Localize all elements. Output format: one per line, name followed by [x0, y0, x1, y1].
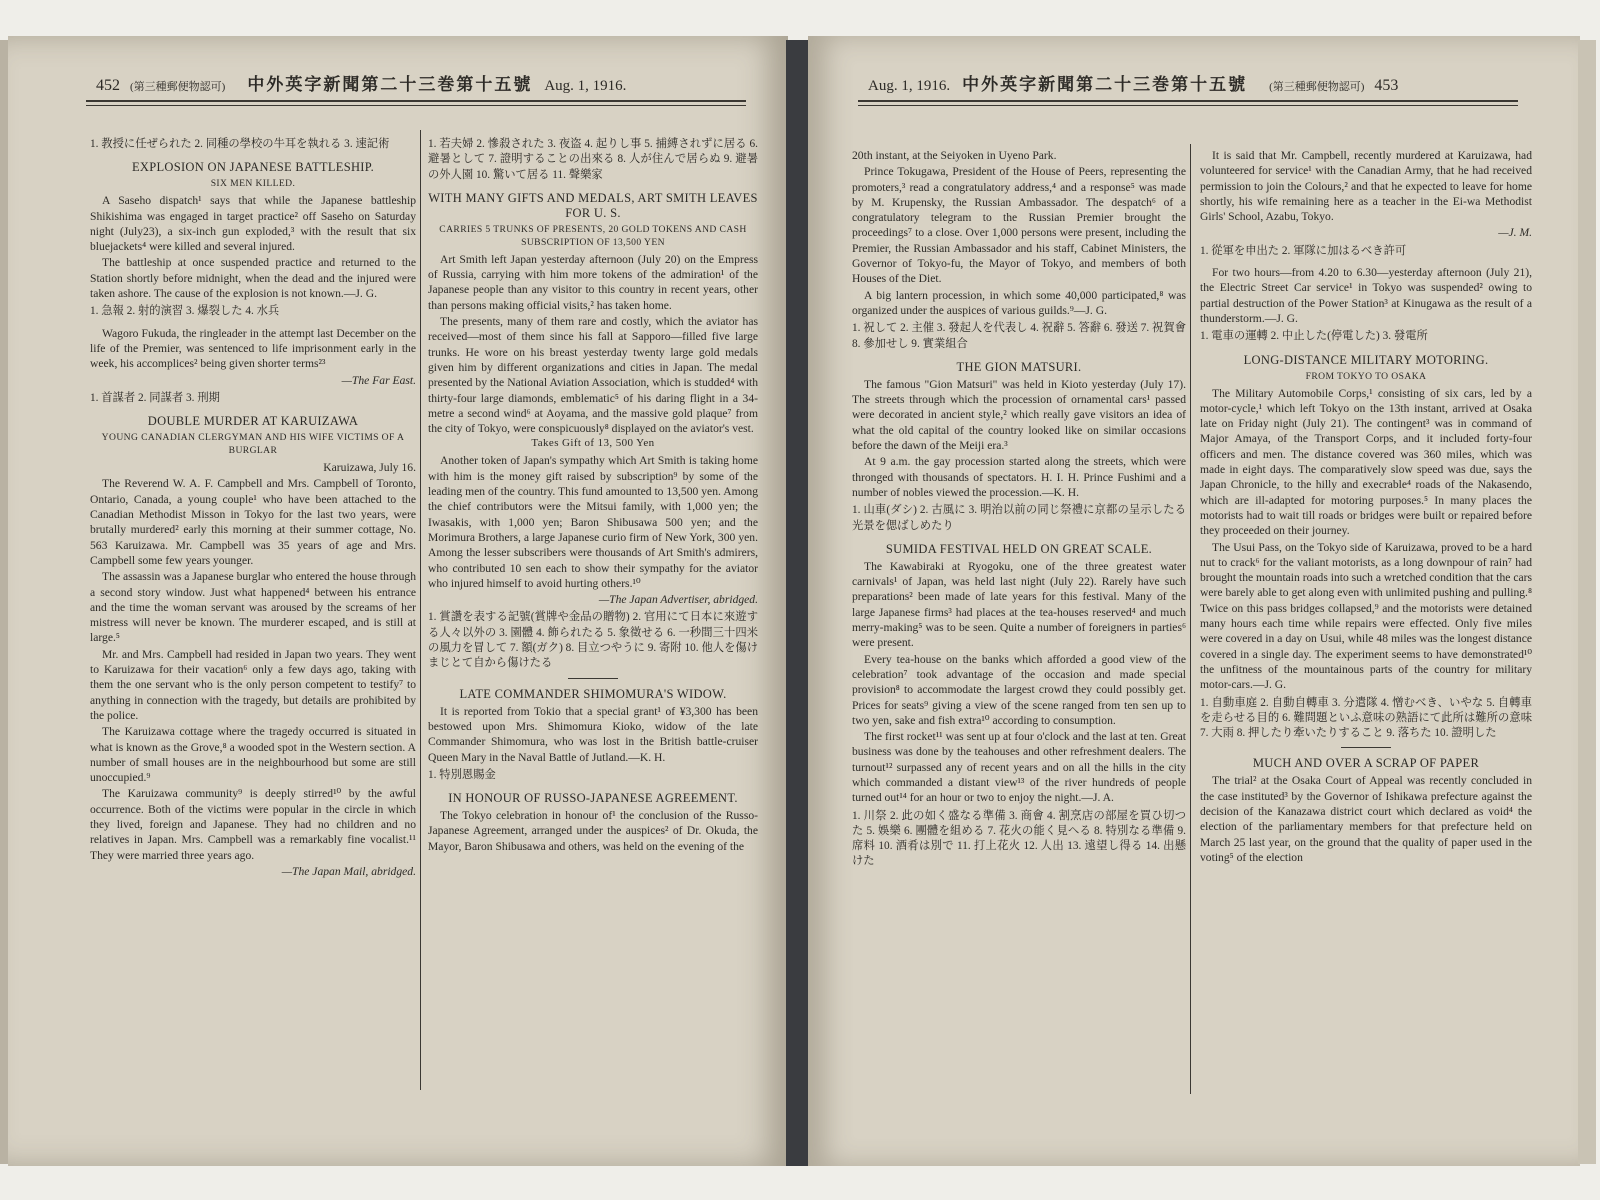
postal-permit: (第三種郵便物認可): [130, 81, 226, 93]
left-column-1: [90, 134, 416, 1094]
article-paragraph: Wagoro Fukuda, the ringleader in the attempt last December on the life of the Premier, was sentenced to life imprisonment early in the week, his accomplices² being given shorter terms²³: [90, 326, 416, 371]
article-paragraph: Mr. and Mrs. Campbell had resided in Japan two years. They went to Karuizawa for their vacation⁶ only a few days ago, taking with them the one servant who is the only person competent to testify⁷ to anything in connection with the tragedy, but details are prohibited by the police.: [90, 647, 416, 722]
article-title: LATE COMMANDER SHIMOMURA'S WIDOW.: [459, 686, 727, 701]
article-paragraph: The Kawabiraki at Ryogoku, one of the three greatest water carnivals¹ of Japan, was held last night (July 22). Rarely have such preparations² been made of late years for this festival. Many of the large Japanese firms³ had places at the tea-houses reserved⁴ and much merry-making⁵ was to be seen. Quite a number of foreigners in parties⁶ were present.: [852, 559, 1186, 650]
article-paragraph: The trial² at the Osaka Court of Appeal was recently concluded in the case instituted³ by the Governor of Ishikawa prefecture against the decision of the Kanazawa district court which declared as void⁴ the election of the parliamentary members for that prefecture held on March 25 last year, on the ground that the quality of paper used in the voting⁵ of the election: [1200, 774, 1532, 864]
article-paragraph: The assassin was a Japanese burglar who entered the house through a second story window. Just what happened⁴ between his entrance and the time the woman servant was aroused by the screams of her mistress will never be known. The murderer escaped, and is still at large.⁵: [90, 570, 416, 645]
article-paragraph: The famous "Gion Matsuri" was held in Kioto yesterday (July 17). The streets through which the procession of ornamental cars¹ passed were decorated in ancient style,² which really gave visitors an idea of what the old capital of the country looked like on similar occasions before the dawn of the Meiji era.³: [852, 377, 1186, 453]
article-title: WITH MANY GIFTS AND MEDALS, ART SMITH LEAVES FOR U. S.: [428, 190, 758, 220]
gloss-notes: 1. 電車の運轉 2. 中止した(停電した) 3. 發電所: [1200, 330, 1428, 343]
article-title: THE GION MATSURI.: [956, 359, 1082, 374]
article-paragraph: The first rocket¹¹ was sent up at four o'clock and the last at ten. Great business was done by the teahouses and other refreshment dealers. The turnout¹² surpassed any of recent years and on all the hills in the city which commanded a distant view¹³ of the river hundreds of people turned out¹⁴ for an hour or two to enjoy the night.—J. A.: [852, 730, 1186, 805]
article-source: —The Far East.: [341, 373, 416, 387]
article-title: LONG-DISTANCE MILITARY MOTORING.: [1243, 352, 1489, 367]
header-rule: [86, 100, 746, 102]
article-paragraph: Prince Tokugawa, President of the House of Peers, representing the promoters,³ read a congratulatory address,⁴ and a response⁵ was made by M. Krupensky, the Russian Ambassador. The despatch⁶ of a congratulatory telegram to the Russian Premier brought the proceedings⁷ to a close. Over 1,000 persons were present, including the Premier, the Russian Ambassador and his staff, Cabinet Ministers, the Governor of Tokyo-fu, the Mayor of Tokyo, and members of both Houses of the Diet.: [852, 165, 1186, 286]
gloss-notes: 1. 首謀者 2. 同謀者 3. 刑期: [90, 391, 220, 404]
article-title: SUMIDA FESTIVAL HELD ON GREAT SCALE.: [885, 541, 1153, 556]
article-paragraph: Another token of Japan's sympathy which Art Smith is taking home with him is the money gift raised by subscription⁹ by some of the leading men of the country. This fund amounted to 13,500 yen. Among the chief contributors were the Mitsui family, with 1,000 yen; the Iwasakis, with 1,000 yen; Baron Shibusawa 500 yen; and the Morimura Brothers, a large Japanese curio firm of New York, 300 yen. Among the lesser subscribers were thousands of Art Smith's admirers, who contributed 10 sen each to show their sympathy for the aviator who injured himself to avoid hurting others.¹⁰: [428, 454, 758, 590]
article-subtitle: YOUNG CANADIAN CLERGYMAN AND HIS WIFE VICTIMS OF A BURGLAR: [101, 432, 405, 457]
page-number: 452: [96, 77, 120, 94]
article-paragraph: 20th instant, at the Seiyoken in Uyeno Park.: [852, 149, 1057, 162]
article-paragraph: The battleship at once suspended practice and returned to the Station shortly before midnight, when the dead and the injured were taken ashore. The cause of the explosion is not known.—J. G.: [90, 256, 416, 301]
gloss-notes: 1. 教授に任ぜられた 2. 同種の學校の牛耳を執れる 3. 速記術: [90, 138, 390, 150]
article-title: EXPLOSION ON JAPANESE BATTLESHIP.: [131, 160, 375, 175]
gloss-notes: 1. 自動車庭 2. 自動自轉車 3. 分遣隊 4. 憎むべき、いやな 5. 自轉車を走らせる目的 6. 難問題といふ意味の熟語にて此所は難所の意味 7. 大雨 8. 押したり牽いたりすること 9. 落ちた 10. 證明した: [1200, 696, 1532, 740]
gloss-notes: 1. 從軍を申出た 2. 軍隊に加はるべき許可: [1200, 244, 1407, 257]
section-separator: [1341, 747, 1391, 748]
article-paragraph: It is said that Mr. Campbell, recently murdered at Karuizawa, had volunteered for service¹ with the Canadian Army, that he had received permission to join the Colours,² and that he expected to leave for home shortly, his wife remaining here as a teacher in the Ei-wa Methodist Girls' School, Azabu, Tokyo.: [1200, 149, 1532, 224]
article-title: IN HONOUR OF RUSSO-JAPANESE AGREEMENT.: [448, 791, 738, 806]
gloss-notes: 1. 急報 2. 射的演習 3. 爆裂した 4. 水兵: [90, 305, 280, 318]
issue-date: Aug. 1, 1916.: [544, 78, 627, 94]
right-page-header: [868, 70, 1508, 96]
journal-title: 中外英字新聞第二十三巻第十五號: [962, 75, 1248, 94]
article-paragraph: The Karuizawa cottage where the tragedy occurred is situated in what is known as the Grove,⁸ a wooded spot in the Western section. A number of small houses are in the neighbourhood but some are still unoccupied.⁹: [90, 725, 416, 785]
article-source: —The Japan Advertiser, abridged.: [598, 593, 758, 607]
gloss-notes: 1. 山車(ダシ) 2. 古風に 3. 明治以前の同じ祭禮に京都の呈示したる光景を偲ばしめたり: [852, 504, 1186, 532]
column-divider: [1190, 144, 1191, 1094]
right-column-1: [852, 148, 1186, 1108]
header-rule: [858, 105, 1518, 106]
left-page-header: [96, 70, 736, 96]
article-paragraph: A big lantern procession, in which some 40,000 participated,⁸ was organized under the auspices of various guilds.⁹—J. G.: [852, 288, 1186, 317]
article-title: MUCH AND OVER A SCRAP OF PAPER: [1252, 756, 1480, 771]
left-column-2: [428, 134, 758, 1094]
postal-permit: (第三種郵便物認可): [1269, 81, 1365, 93]
header-rule: [86, 105, 746, 106]
article-paragraph: Art Smith left Japan yesterday afternoon (July 20) on the Empress of Russia, carrying with him more tokens of the admiration¹ of the Japanese people than any visitor to this country in recent years, other than persons making official visits,² has taken home.: [428, 252, 758, 312]
article-paragraph: The Reverend W. A. F. Campbell and Mrs. Campbell of Toronto, Ontario, Canada, a young couple¹ who have been attached to the Canadian Methodist Misson in Tokyo for the last two years, were brutally murdered² early this morning at their summer cottage, No. 563 Karuizawa. Mr. Campbell was 35 years of age and Mrs. Campbell some few years younger.: [90, 477, 416, 567]
issue-date: Aug. 1, 1916.: [868, 78, 951, 94]
column-divider: [420, 130, 421, 1090]
gloss-notes: 1. 賞讚を表する記號(賞牌や金品の贈物) 2. 官用にて日本に來遊する人々以外の 3. 園體 4. 飾られたる 5. 象徵せる 6. 一秒間三十四米の風力を冒して 7. 額(ガク) 8. 目立つやうに 9. 寄附 10. 他人を傷けまじとて自から傷けたる: [428, 611, 758, 670]
article-subheading: Takes Gift of 13, 500 Yen: [531, 437, 655, 450]
gloss-notes: 1. 若夫婦 2. 慘殺された 3. 夜盗 4. 起りし事 5. 捕縛されずに居る 6. 避暑として 7. 證明することの出來る 8. 人が住んで居らぬ 9. 避暑の外人園 10. 驚いて居る 11. 聲樂家: [428, 138, 758, 181]
article-paragraph: The Karuizawa community⁹ is deeply stirred¹⁰ by the awful occurrence. Both of the victims were popular in the circle in which they lived, foreign and Japanese. They had no children and no relatives in Japan. Mrs. Campbell was a remarkably fine vocalist.¹¹ They were married three years ago.: [90, 787, 416, 862]
article-title: DOUBLE MURDER AT KARUIZAWA: [147, 414, 359, 429]
book-gutter: [786, 40, 810, 1166]
right-column-2: [1200, 148, 1532, 1092]
article-paragraph: At 9 a.m. the gay procession started along the streets, which were thronged with thousands of spectators. H. I. H. Prince Fushimi and a number of nobles viewed the procession.—K. H.: [852, 455, 1186, 499]
article-dateline: Karuizawa, July 16.: [323, 461, 416, 475]
article-paragraph: For two hours—from 4.20 to 6.30—yesterday afternoon (July 21), the Electric Street Car service¹ in Tokyo was suspended² owing to partial destruction of the Power Station³ at Kinugawa as the result of a thunderstorm.—J. G.: [1200, 266, 1532, 325]
article-paragraph: Every tea-house on the banks which afforded a good view of the celebration⁷ took advantage of the occasion and made special provision⁸ to accommodate the largest crowd they could possibly get. Prices for seats⁹ giving a view of the scene ranged from ten sen up to two yen, sake and fish extra¹⁰ according to consumption.: [852, 652, 1186, 727]
article-subtitle: SIX MEN KILLED.: [210, 178, 296, 190]
right-page-edge: [1578, 40, 1596, 1164]
article-paragraph: A Saseho dispatch¹ says that while the Japanese battleship Shikishima was engaged in target practice² off Saseho on Saturday night (July23), a six-inch gun exploded,³ with the result that six bluejackets⁴ were killed and several injured.: [90, 194, 416, 254]
gloss-notes: 1. 特別恩賜金: [428, 768, 496, 781]
article-paragraph: The presents, many of them rare and costly, which the aviator has received—most of them since his fall at Sapporo—filled five large trunks. He wore on his breast yesterday twenty large gold medals given him by different organizations and cities in Japan. The medal presented by the National Aviation Association, which is studded⁴ with thirty-four large diamonds, emblematic⁵ of his daring flight in a 34-metre a second wind⁶ at Aoyama, and the massive gold plaque⁷ from the city of Tokyo, were conspicuously⁸ displayed on the aviator's vest.: [428, 315, 758, 436]
section-separator: [568, 678, 618, 679]
journal-title: 中外英字新聞第二十三巻第十五號: [247, 75, 533, 94]
article-source: —J. M.: [1498, 226, 1532, 240]
article-paragraph: The Military Automobile Corps,¹ consisting of six cars, led by a motor-cycle,¹ which left Tokyo on the 13th instant, arrived at Osaka late on Friday night (July 21). The contingent³ was in command of Major Amaya, of the Transport Corps, and it included forty-four officers and men. The distance covered was 360 miles, which was made in eight days. The comparatively slow speed was due, says the Japan Chronicle, to the hilly and execrable⁴ roads of the Nakasendo, which are ill-adapted for motoring purposes.⁵ In many places the motorists had to wait till roads or bridges were built or repaired before they proceeded on their journey.: [1200, 386, 1532, 538]
article-subtitle: CARRIES 5 TRUNKS OF PRESENTS, 20 GOLD TOKENS AND CASH SUBSCRIPTION OF 13,500 YEN: [439, 223, 747, 248]
article-paragraph: The Usui Pass, on the Tokyo side of Karuizawa, proved to be a hard nut to crack⁶ for the valiant motorists, as a long downpour of rain⁷ had brought the mountain roads into such a wretched condition that the cars were barely able to get along even with unlimited pushing and pulling.⁸ Twice on this pass bridges collapsed,⁹ and the motorists were detained many hours each time while repairs were effected. Only five miles were covered in a day on Usui, while 48 miles was the longest distance covered in a single day. The experiment seems to have demonstrated¹⁰ the unfitness of the mountainous parts of the country for military motor-cars.—J. G.: [1200, 540, 1532, 692]
article-paragraph: It is reported from Tokio that a special grant¹ of ¥3,300 has been bestowed upon Mrs. Shimomura Kioko, widow of the late Commander Shimomura, who was lost in the British battle-cruiser Queen Mary in the Naval Battle of Jutland.—K. H.: [428, 704, 758, 764]
gloss-notes: 1. 祝して 2. 主催 3. 發起人を代表し 4. 祝辭 5. 答辭 6. 發送 7. 祝賀會 8. 參加せし 9. 實業組合: [852, 322, 1186, 350]
article-subtitle: FROM TOKYO TO OSAKA: [1305, 370, 1427, 382]
article-source: —The Japan Mail, abridged.: [281, 864, 416, 878]
gloss-notes: 1. 川祭 2. 此の如く盛なる準備 3. 商會 4. 割烹店の部屋を買ひ切つた 5. 娛樂 6. 團體を組める 7. 花火の能く見へる 8. 特別なる準備 9. 席料 10. 酒肴は別で 11. 打上花火 12. 人出 13. 遠望し得る 14. 出懸けた: [852, 809, 1186, 868]
header-rule: [858, 100, 1518, 102]
article-paragraph: The Tokyo celebration in honour of¹ the conclusion of the Russo-Japanese Agreement, arranged under the auspices² of Dr. Okuda, the Mayor, Baron Shibusawa and others, was held on the evening of the: [428, 809, 758, 853]
page-number: 453: [1374, 77, 1399, 94]
